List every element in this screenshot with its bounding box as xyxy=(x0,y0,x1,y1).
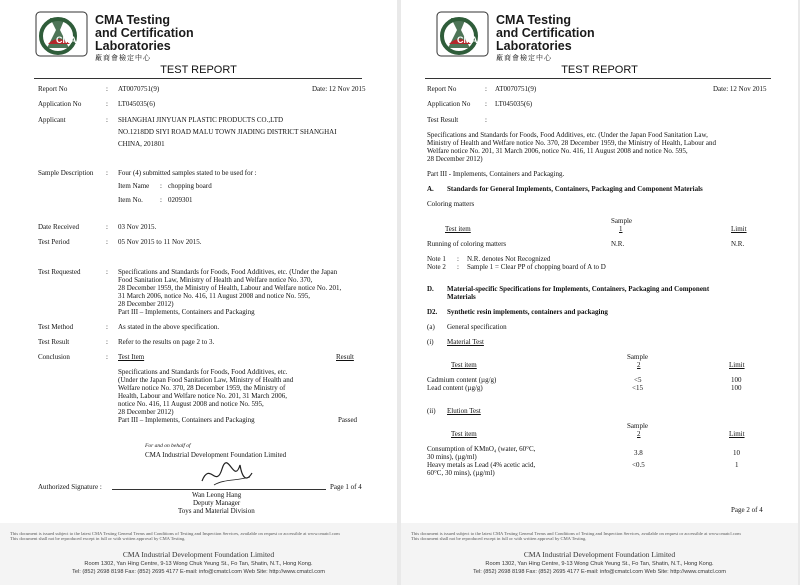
lab-name xyxy=(496,14,595,53)
item-no: 0209301 xyxy=(168,196,193,204)
application-no: LT045035(6) xyxy=(495,100,533,108)
item-name: chopping board xyxy=(168,182,212,190)
colon: : xyxy=(485,100,487,108)
conclusion-line: notice No. 416, 11 August 2008 and notice No. 595, xyxy=(118,400,264,408)
applicant-label: Applicant xyxy=(38,116,66,124)
test-requested-line: 31 March 2006, notice No. 416, 11 August 2008 and notice No. 595, xyxy=(118,292,311,300)
disclaimer-line: This document is issued subject to the latest CMA Testing General Terms and Conditions of Testing and Inspection Services, available on request or accessible at www.cmatcl.com xyxy=(411,531,741,536)
limit-header: Limit xyxy=(731,225,747,233)
coloring-matters-title: Coloring matters xyxy=(427,200,475,208)
report-no-label: Report No xyxy=(427,85,457,93)
limit-header: Limit xyxy=(729,361,745,369)
applicant-line: SHANGHAI JINYUAN PLASTIC PRODUCTS CO.,LTD xyxy=(118,116,284,124)
sub-i-number: (i) xyxy=(427,338,434,346)
conclusion-result: Passed xyxy=(338,416,358,424)
application-no: LT045035(6) xyxy=(118,100,156,108)
signature-icon xyxy=(196,455,256,491)
report-no: AT0070751(9) xyxy=(495,85,537,93)
spec-line: Ministry of Health and Welfare notice No. 370, 28 December 1959, the Ministry of Health, Labour and xyxy=(427,139,716,147)
material-test-title: Material Test xyxy=(447,338,484,346)
footer-contacts: Tel: (852) 2698 8198 Fax: (852) 2695 4177 E-mail: info@cmatcl.com Web Site: http://www.cmatcl.com xyxy=(72,569,325,575)
sub-ii-number: (ii) xyxy=(427,407,436,415)
colon: : xyxy=(106,323,108,331)
colon: : xyxy=(457,263,459,271)
disclaimer-line: This document shall not be reproduced except in full or with written approval by CMA Testing. xyxy=(411,536,587,542)
page-footer xyxy=(0,523,397,585)
sample-number: 1 xyxy=(619,225,623,233)
colon: : xyxy=(160,182,162,190)
footer-address: Room 1302, Yan Hing Centre, 9-13 Wong Chuk Yeung St., Fo Tan, Shatin, N.T., Hong Kong. xyxy=(485,561,714,567)
report-no: AT0070751(9) xyxy=(118,85,160,93)
elution-row-item: Heavy metals as Lead (4% acetic acid, xyxy=(427,461,536,469)
item-no-label: Item No. xyxy=(118,196,143,204)
sub-a-title: General specification xyxy=(447,323,507,331)
colon: : xyxy=(106,353,108,361)
lab-name-line: and Certification xyxy=(496,26,595,40)
report-date: Date: 12 Nov 2015 xyxy=(713,85,767,93)
note-2-label: Note 2 xyxy=(427,263,446,271)
conclusion-label: Conclusion xyxy=(38,353,70,361)
section-d-number: D. xyxy=(427,285,434,293)
material-row-limit: 100 xyxy=(731,376,742,384)
colon: : xyxy=(106,223,108,231)
colon: : xyxy=(106,85,108,93)
test-item-header: Test item xyxy=(451,430,477,438)
cma-logo-icon xyxy=(34,10,89,58)
elution-row-item: Consumption of KMnO₄ (water, 60°C, xyxy=(427,445,536,453)
elution-row-limit: 1 xyxy=(735,461,739,469)
applicant-line: NO.1218DD SIYI ROAD MALU TOWN JIADING DISTRICT SHANGHAI xyxy=(118,128,337,136)
test-result-label: Test Result xyxy=(427,116,459,124)
sample-header: Sample xyxy=(611,217,632,225)
footer-disclaimer xyxy=(411,531,791,542)
signer-name: Wan Leong Hang xyxy=(192,491,242,499)
footer-disclaimer xyxy=(10,531,390,542)
limit-header: Limit xyxy=(729,430,745,438)
coloring-row-limit: N.R. xyxy=(731,240,745,248)
colon: : xyxy=(160,196,162,204)
sample-description: Four (4) submitted samples stated to be used for : xyxy=(118,169,257,177)
section-a-number: A. xyxy=(427,185,434,193)
coloring-row-value: N.R. xyxy=(611,240,625,248)
lab-name-line: and Certification xyxy=(95,26,194,40)
conclusion-line: Welfare notice No. 370, 28 December 1959, the Ministry of xyxy=(118,384,286,392)
report-title: TEST REPORT xyxy=(561,64,638,76)
test-requested-line: Part III – Implements, Containers and Packaging xyxy=(118,308,255,316)
material-row-value: <15 xyxy=(632,384,643,392)
note-1-text: N.R. denotes Not Recognized xyxy=(467,255,551,263)
title-rule xyxy=(425,78,771,79)
elution-row-item: 60°C, 30 mins), (µg/ml) xyxy=(427,469,495,477)
signature-line xyxy=(112,489,326,490)
disclaimer-line: This document shall not be reproduced except in full or with written approval by CMA Testing. xyxy=(10,536,186,542)
colon: : xyxy=(106,169,108,177)
elution-row-value: 3.8 xyxy=(634,449,643,457)
sample-number: 2 xyxy=(637,430,641,438)
test-period: 05 Nov 2015 to 11 Nov 2015. xyxy=(118,238,202,246)
authorized-signature-label: Authorized Signature : xyxy=(38,483,102,491)
elution-row-item: 30 mins), (µg/ml) xyxy=(427,453,477,461)
signing-org: CMA Industrial Development Foundation Limited xyxy=(145,451,287,459)
test-requested-line: Specifications and Standards for Foods, Food Additives, etc. (Under the Japan xyxy=(118,268,338,276)
test-result: Refer to the results on page 2 to 3. xyxy=(118,338,215,346)
lab-cjk-name: 廠商會檢定中心 xyxy=(496,54,552,62)
spec-line: Welfare notice No. 201, 31 March 2006, notice No. 416, 11 August 2008 and notice No. 595, xyxy=(427,147,688,155)
report-title: TEST REPORT xyxy=(160,64,237,76)
applicant-line: CHINA, 201801 xyxy=(118,140,165,148)
spec-line: Specifications and Standards for Foods, Food Additives, etc. (Under the Japan Food Sanitation Law, xyxy=(427,131,708,139)
lab-name-line: CMA Testing xyxy=(496,13,571,27)
for-behalf-label: For and on behalf of xyxy=(145,443,191,449)
sub-a-number: (a) xyxy=(427,323,435,331)
cma-logo-icon xyxy=(435,10,490,58)
sample-header: Sample xyxy=(627,422,648,430)
section-d2-title: Synthetic resin implements, containers and packaging xyxy=(447,308,608,316)
lab-name-line: Laboratories xyxy=(95,39,171,53)
conclusion-line: Part III – Implements, Containers and Packaging xyxy=(118,416,255,424)
sample-number: 2 xyxy=(637,361,641,369)
note-2-text: Sample 1 = Clear PP of chopping board of A to D xyxy=(467,263,606,271)
date-received: 03 Nov 2015. xyxy=(118,223,157,231)
material-row-limit: 100 xyxy=(731,384,742,392)
logo-text: CMA xyxy=(457,35,478,45)
colon: : xyxy=(457,255,459,263)
report-no-label: Report No xyxy=(38,85,68,93)
elution-row-limit: 10 xyxy=(733,449,740,457)
report-page-2 xyxy=(401,0,798,585)
material-row-value: <5 xyxy=(634,376,642,384)
signer-title: Deputy Manager xyxy=(193,499,241,507)
test-method-label: Test Method xyxy=(38,323,74,331)
colon: : xyxy=(106,238,108,246)
section-a-title: Standards for General Implements, Containers, Packaging and Component Materials xyxy=(447,185,703,193)
material-row-item: Lead content (µg/g) xyxy=(427,384,483,392)
title-rule xyxy=(34,78,362,79)
test-requested-line: 28 December 2012) xyxy=(118,300,174,308)
elution-row-value: <0.5 xyxy=(632,461,645,469)
spec-line: 28 December 2012) xyxy=(427,155,483,163)
test-requested-line: 28 December 1959, the Ministry of Health, Labour and Welfare notice No. 201, xyxy=(118,284,342,292)
footer-contacts: Tel: (852) 2698 8198 Fax: (852) 2695 4177 E-mail: info@cmatcl.com Web Site: http://www.cmatcl.com xyxy=(473,569,726,575)
section-d-title: Materials xyxy=(447,293,476,301)
test-period-label: Test Period xyxy=(38,238,70,246)
date-received-label: Date Received xyxy=(38,223,80,231)
logo-text: CMA xyxy=(56,35,77,45)
colon: : xyxy=(106,338,108,346)
section-d-title: Material-specific Specifications for Implements, Containers, Packaging and Component xyxy=(447,285,710,293)
colon: : xyxy=(106,100,108,108)
colon: : xyxy=(106,116,108,124)
test-requested-label: Test Requested xyxy=(38,268,81,276)
test-item-header: Test item xyxy=(445,225,471,233)
conclusion-line: (Under the Japan Food Sanitation Law, Ministry of Health and xyxy=(118,376,294,384)
report-date: Date: 12 Nov 2015 xyxy=(312,85,366,93)
conclusion-line: Specifications and Standards for Foods, Food Additives, etc. xyxy=(118,368,288,376)
elution-test-title: Elution Test xyxy=(447,407,481,415)
test-result-label: Test Result xyxy=(38,338,70,346)
conclusion-line: Health, Labour and Welfare notice No. 201, 31 March 2006, xyxy=(118,392,288,400)
test-requested-line: Food Sanitation Law, Ministry of Health and Welfare notice No. 370, xyxy=(118,276,313,284)
sample-header: Sample xyxy=(627,353,648,361)
lab-name-line: CMA Testing xyxy=(95,13,170,27)
section-d2-number: D2. xyxy=(427,308,438,316)
part-line: Part III - Implements, Containers and Packaging. xyxy=(427,170,565,178)
sample-description-label: Sample Description xyxy=(38,169,94,177)
footer-foundation: CMA Industrial Development Foundation Limited xyxy=(523,550,676,559)
lab-cjk-name: 廠商會檢定中心 xyxy=(95,54,151,62)
footer-foundation: CMA Industrial Development Foundation Limited xyxy=(122,550,275,559)
lab-name-line: Laboratories xyxy=(496,39,572,53)
application-no-label: Application No xyxy=(38,100,82,108)
page-footer xyxy=(401,523,798,585)
colon: : xyxy=(485,85,487,93)
conclusion-item-header: Test Item xyxy=(118,353,145,361)
signer-division: Toys and Material Division xyxy=(178,507,255,515)
item-name-label: Item Name xyxy=(118,182,150,190)
colon: : xyxy=(106,268,108,276)
footer-address: Room 1302, Yan Hing Centre, 9-13 Wong Chuk Yeung St., Fo Tan, Shatin, N.T., Hong Kong. xyxy=(84,561,313,567)
page-number: Page 1 of 4 xyxy=(330,483,362,491)
application-no-label: Application No xyxy=(427,100,471,108)
coloring-row-item: Running of coloring matters xyxy=(427,240,507,248)
conclusion-result-header: Result xyxy=(336,353,354,361)
page-number: Page 2 of 4 xyxy=(731,506,763,514)
conclusion-line: 28 December 2012) xyxy=(118,408,174,416)
lab-name xyxy=(95,14,194,53)
colon: : xyxy=(485,116,487,124)
test-method: As stated in the above specification. xyxy=(118,323,220,331)
note-1-label: Note 1 xyxy=(427,255,446,263)
disclaimer-line: This document is issued subject to the latest CMA Testing General Terms and Conditions of Testing and Inspection Services, available on request or accessible at www.cmatcl.com xyxy=(10,531,340,536)
test-item-header: Test item xyxy=(451,361,477,369)
material-row-item: Cadmium content (µg/g) xyxy=(427,376,497,384)
report-page-1 xyxy=(0,0,397,585)
